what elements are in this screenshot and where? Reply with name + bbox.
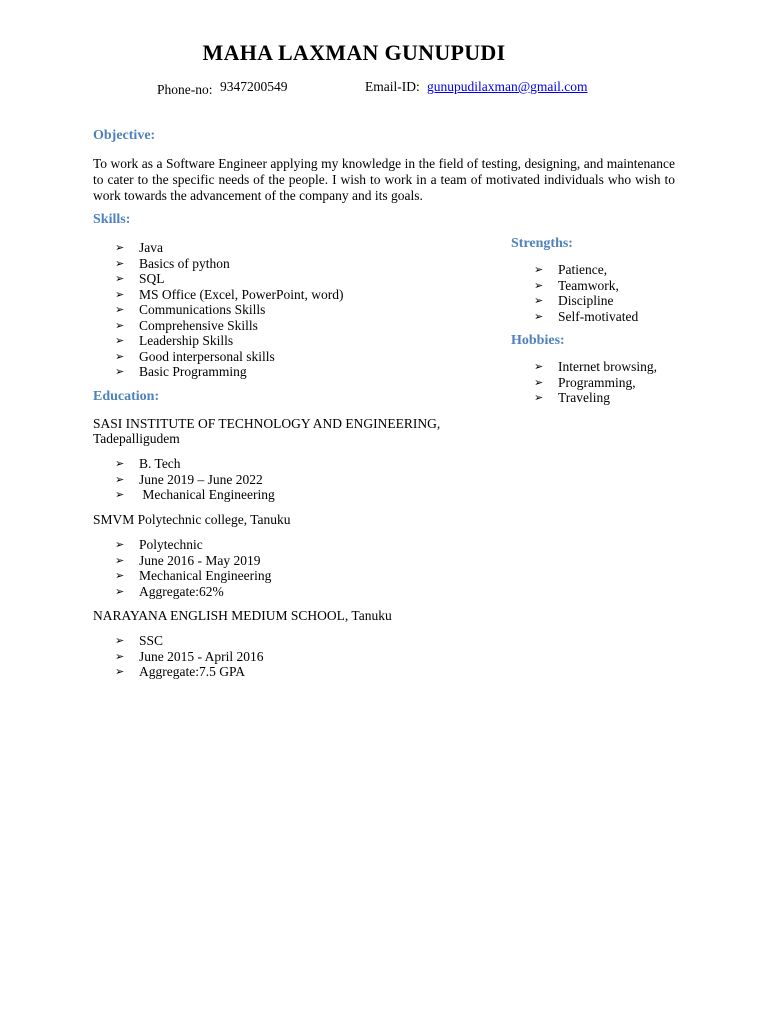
list-item: ➢ Mechanical Engineering — [115, 568, 272, 583]
list-item: ➢ Polytechnic — [115, 537, 203, 552]
arrow-bullet-icon: ➢ — [115, 634, 125, 647]
arrow-bullet-icon: ➢ — [115, 256, 125, 270]
list-item: ➢ Self-motivated — [534, 308, 639, 324]
list-item: ➢ Patience, — [534, 262, 608, 277]
candidate-name: MAHA LAXMAN GUNUPUDI — [202, 40, 506, 65]
list-item: ➢ Discipline — [534, 293, 614, 308]
list-item: ➢ Comprehensive Skills — [115, 317, 258, 333]
arrow-bullet-icon: ➢ — [115, 553, 125, 567]
arrow-bullet-icon: ➢ — [115, 488, 125, 501]
arrow-bullet-icon: ➢ — [534, 375, 544, 389]
phone-label: Phone-no: — [157, 82, 213, 97]
list-item: ➢ June 2019 – June 2022 — [115, 471, 263, 487]
list-item: ➢ Mechanical Engineering — [115, 487, 275, 502]
arrow-bullet-icon: ➢ — [115, 303, 125, 316]
arrow-bullet-icon: ➢ — [115, 538, 125, 551]
list-item: ➢ Java — [115, 240, 163, 255]
email-label: Email-ID: — [365, 79, 420, 94]
strengths-heading: Strengths: — [511, 236, 573, 251]
phone-number: 9347200549 — [220, 79, 288, 94]
education-heading: Education: — [93, 389, 160, 404]
arrow-bullet-icon: ➢ — [534, 309, 544, 323]
arrow-bullet-icon: ➢ — [115, 318, 125, 332]
education-details-list — [115, 537, 271, 599]
arrow-bullet-icon: ➢ — [115, 665, 125, 678]
list-item: ➢ June 2016 - May 2019 — [115, 552, 261, 568]
list-item: ➢ Leadership Skills — [115, 333, 234, 348]
list-item: ➢ MS Office (Excel, PowerPoint, word) — [115, 286, 344, 302]
arrow-bullet-icon: ➢ — [115, 334, 125, 347]
objective-heading: Objective: — [93, 128, 156, 143]
arrow-bullet-icon: ➢ — [534, 360, 544, 373]
list-item: ➢ Traveling — [534, 390, 611, 405]
hobbies-list — [534, 359, 657, 406]
institution-location: Tadepalligudem — [93, 431, 180, 446]
list-item: ➢ Communications Skills — [115, 302, 266, 317]
list-item: ➢ Internet browsing, — [534, 359, 657, 374]
list-item: ➢ June 2015 - April 2016 — [115, 648, 264, 664]
arrow-bullet-icon: ➢ — [534, 391, 544, 404]
list-item: ➢ Good interpersonal skills — [115, 348, 275, 364]
skills-heading: Skills: — [93, 212, 131, 227]
institution-name: SMVM Polytechnic college, Tanuku — [93, 512, 291, 527]
arrow-bullet-icon: ➢ — [534, 278, 544, 292]
list-item: ➢ Basics of python — [115, 255, 230, 271]
objective-text: To work as a Software Engineer applying my knowledge in the field of testing, designing, and maintenance to cater to the specific needs of the people. I wish to work in a team of motivated individuals who wish to work towards the advancement of the company and its goals. — [93, 156, 675, 203]
institution-name: SASI INSTITUTE OF TECHNOLOGY AND ENGINEERING, — [93, 416, 441, 431]
education-details-list — [115, 456, 275, 503]
arrow-bullet-icon: ➢ — [115, 272, 125, 285]
list-item: ➢ Programming, — [534, 374, 636, 390]
arrow-bullet-icon: ➢ — [115, 472, 125, 486]
arrow-bullet-icon: ➢ — [115, 457, 125, 470]
list-item: ➢ SSC — [115, 633, 164, 648]
arrow-bullet-icon: ➢ — [115, 365, 125, 378]
arrow-bullet-icon: ➢ — [534, 263, 544, 276]
arrow-bullet-icon: ➢ — [115, 649, 125, 663]
skills-list — [115, 240, 343, 380]
education-details-list — [115, 633, 264, 680]
arrow-bullet-icon: ➢ — [115, 569, 125, 582]
strengths-list — [534, 262, 638, 324]
arrow-bullet-icon: ➢ — [115, 584, 125, 598]
list-item: ➢ B. Tech — [115, 456, 181, 471]
arrow-bullet-icon: ➢ — [115, 287, 125, 301]
list-item: ➢ Aggregate:62% — [115, 583, 224, 599]
email-link[interactable]: gunupudilaxman@gmail.com — [427, 79, 588, 94]
list-item: ➢ Teamwork, — [534, 277, 619, 293]
hobbies-heading: Hobbies: — [511, 333, 565, 348]
arrow-bullet-icon: ➢ — [534, 294, 544, 307]
list-item: ➢ Basic Programming — [115, 364, 247, 379]
arrow-bullet-icon: ➢ — [115, 349, 125, 363]
institution-name: NARAYANA ENGLISH MEDIUM SCHOOL, Tanuku — [93, 608, 392, 623]
list-item: ➢ SQL — [115, 271, 165, 286]
arrow-bullet-icon: ➢ — [115, 241, 125, 254]
list-item: ➢ Aggregate:7.5 GPA — [115, 664, 245, 679]
